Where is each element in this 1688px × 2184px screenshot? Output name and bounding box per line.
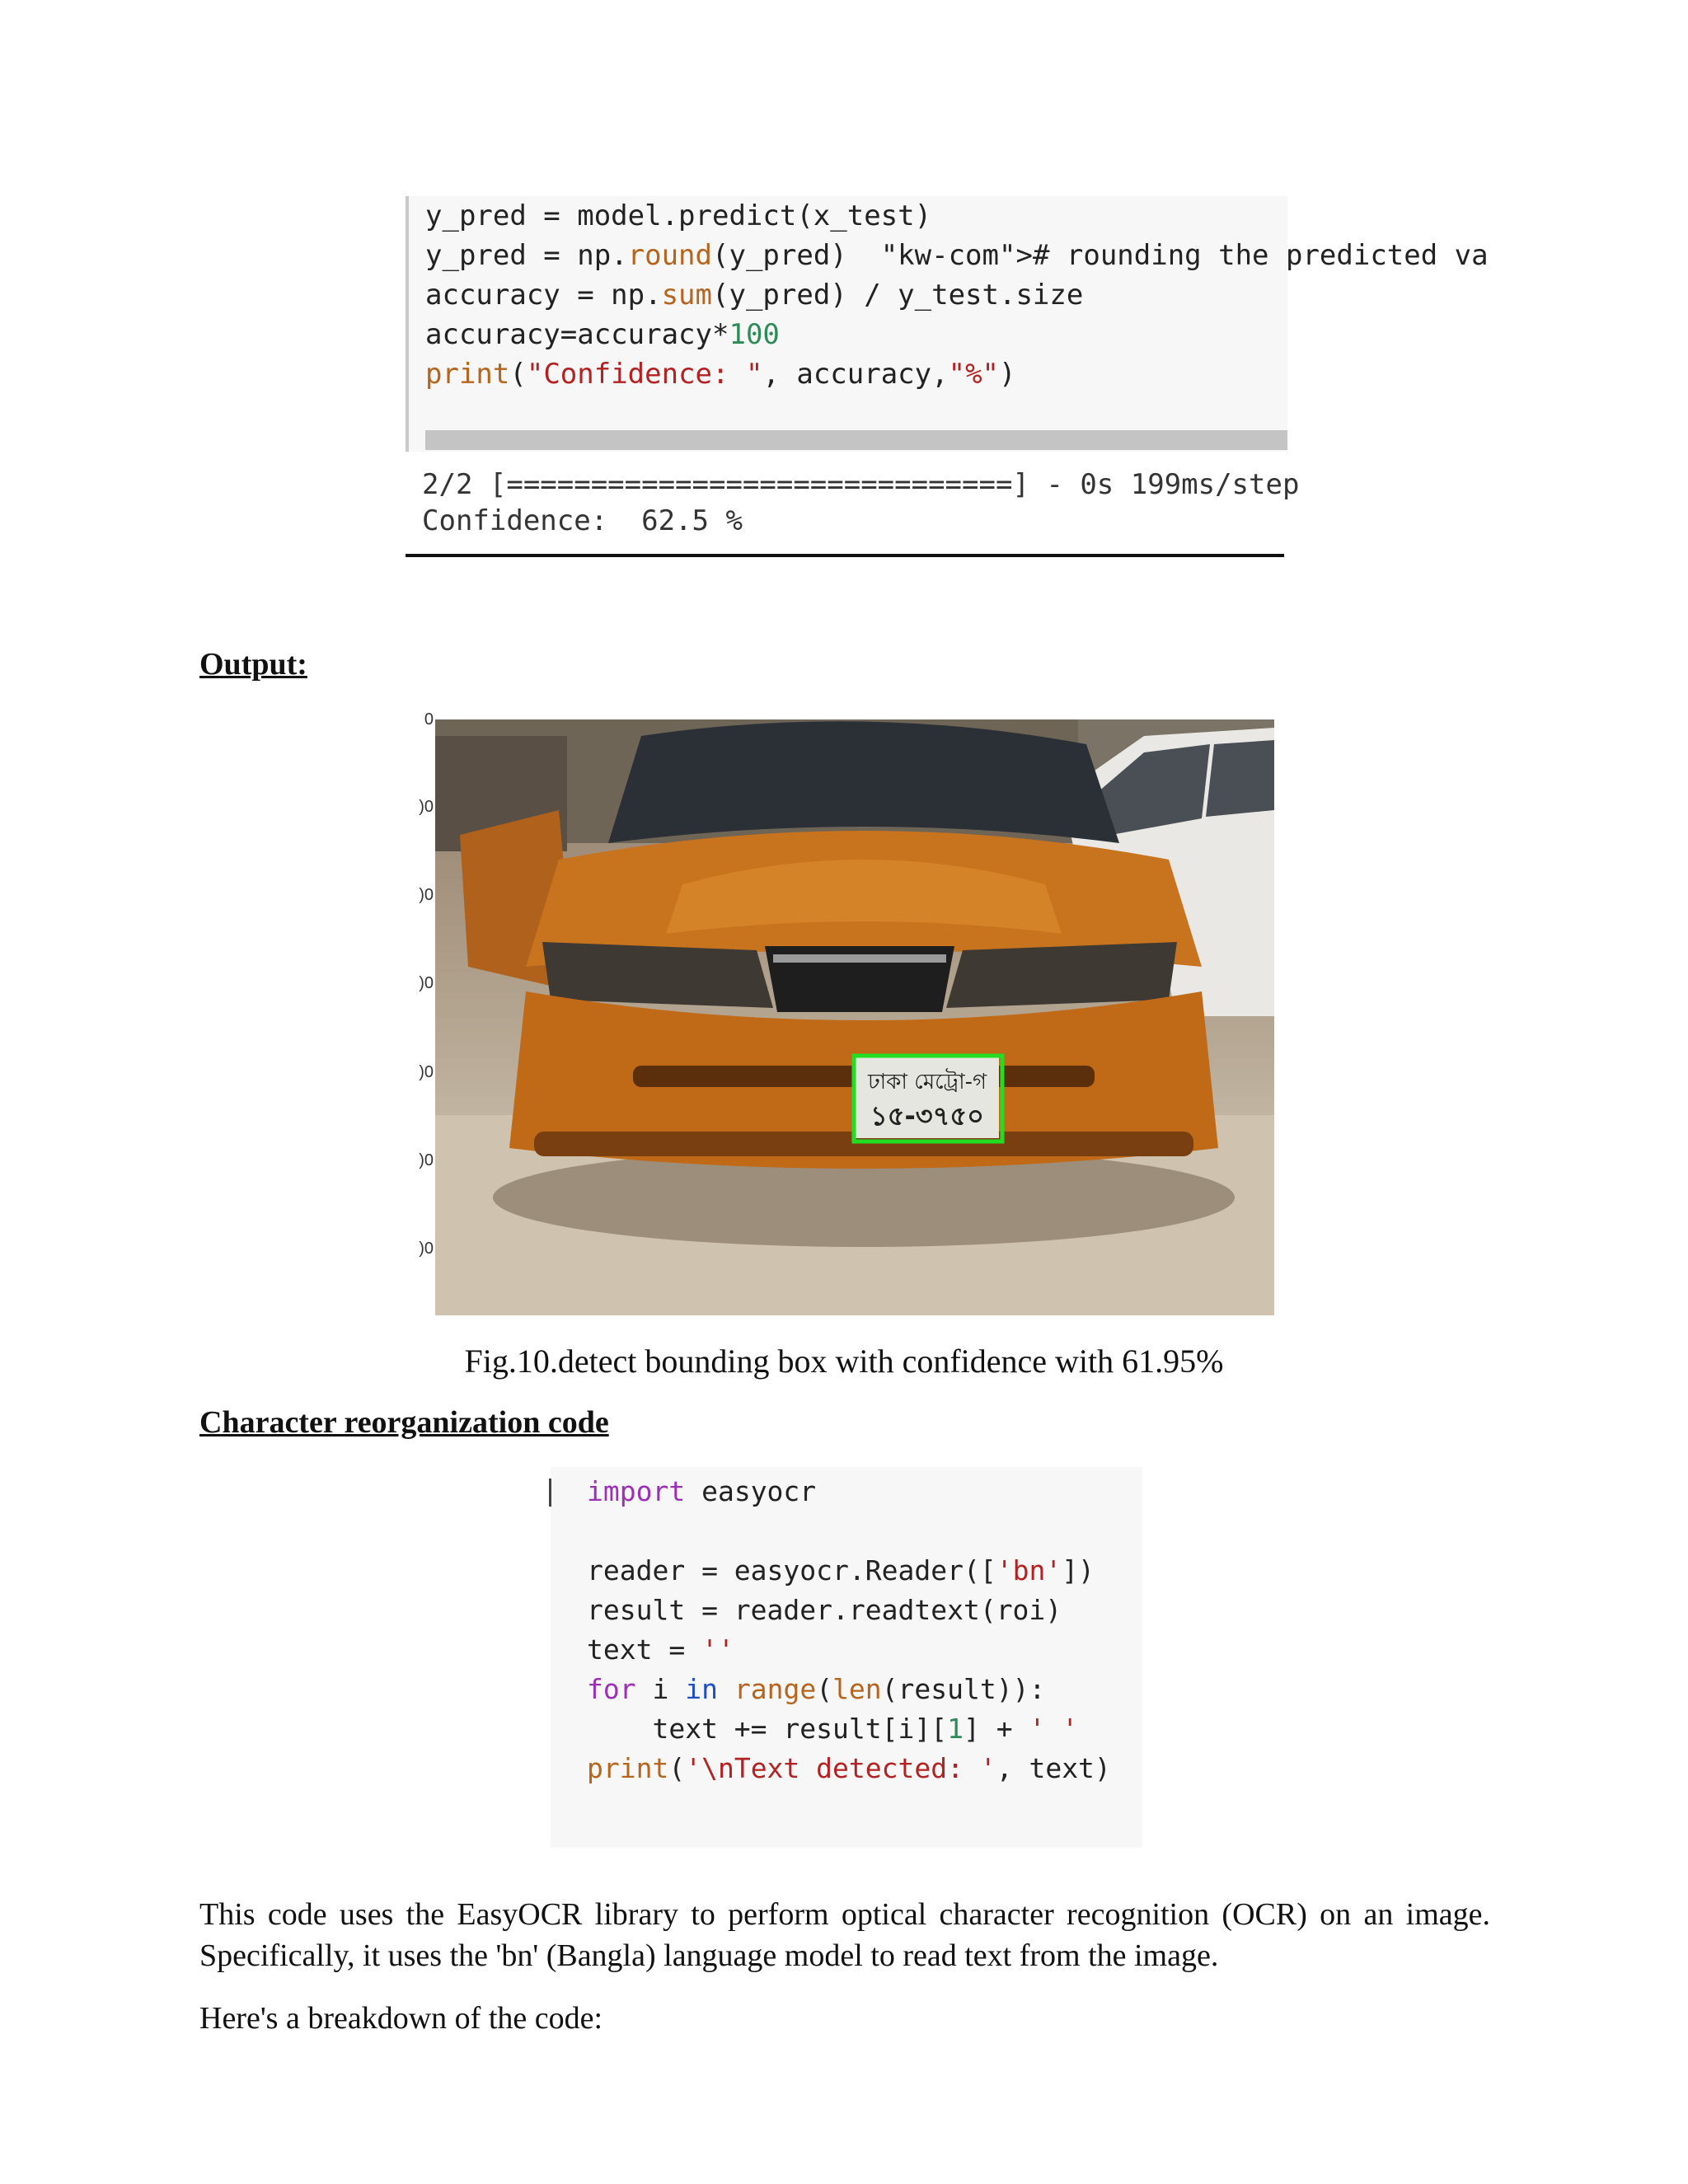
code-line: y_pred = np.round(y_pred) "kw-com"># rounding the predicted va (425, 239, 1489, 272)
code-line: reader = easyocr.Reader(['bn']) (587, 1554, 1095, 1586)
code-line: text = '' (587, 1633, 734, 1666)
code-cell-prediction[interactable] (406, 196, 1489, 452)
code-line: result = reader.readtext(roi) (587, 1594, 1062, 1626)
code-line: accuracy = np.sum(y_pred) / y_test.size (425, 279, 1084, 312)
body-paragraph: Here's a breakdown of the code: (199, 2001, 603, 2036)
car-photo (435, 719, 1274, 1315)
axis-tick-label: )0 (419, 1063, 434, 1081)
output-line: Confidence: 62.5 % (422, 504, 743, 537)
plate-text-top: ঢাকা মেট্রো-গ (867, 1070, 987, 1094)
code-line: print("Confidence: ", accuracy,"%") (425, 358, 1016, 391)
output-divider (406, 554, 1284, 557)
code-line: accuracy=accuracy*100 (425, 318, 780, 351)
section-heading: Character reorganization code (199, 1405, 609, 1440)
horizontal-scrollbar[interactable] (425, 430, 1287, 450)
code-cell-easyocr[interactable] (551, 1467, 1142, 1848)
figure-caption: Fig.10.detect bounding box with confidence with 61.95% (464, 1343, 1224, 1380)
code-output (406, 458, 1300, 554)
axis-tick-label: )0 (419, 1151, 434, 1169)
code-line: print('\nText detected: ', text) (587, 1752, 1111, 1784)
plate-text-bottom: ১৫-৩৭৫০ (870, 1100, 984, 1132)
output-line: 2/2 [==============================] - 0s 199ms/step (422, 468, 1300, 501)
axis-tick-label: )0 (419, 886, 434, 904)
axis-tick-label: 0 (424, 710, 434, 729)
axis-tick-label: )0 (419, 798, 434, 816)
code-line: for i in range(len(result)): (587, 1673, 1046, 1705)
code-line: y_pred = model.predict(x_test) (425, 199, 932, 232)
axis-tick-label: )0 (419, 974, 434, 992)
output-heading: Output: (199, 647, 307, 682)
code-line: text += result[i][1] + ' ' (587, 1713, 1079, 1745)
axis-tick-label: )0 (419, 1240, 434, 1258)
text-cursor (549, 1479, 551, 1507)
code-line: import easyocr (587, 1475, 817, 1507)
body-paragraph: This code uses the EasyOCR library to perform optical character recognition (OCR) on an image. Specifically, it uses the 'bn' (Bangla) language model to read text from the image. (199, 1897, 1490, 1973)
